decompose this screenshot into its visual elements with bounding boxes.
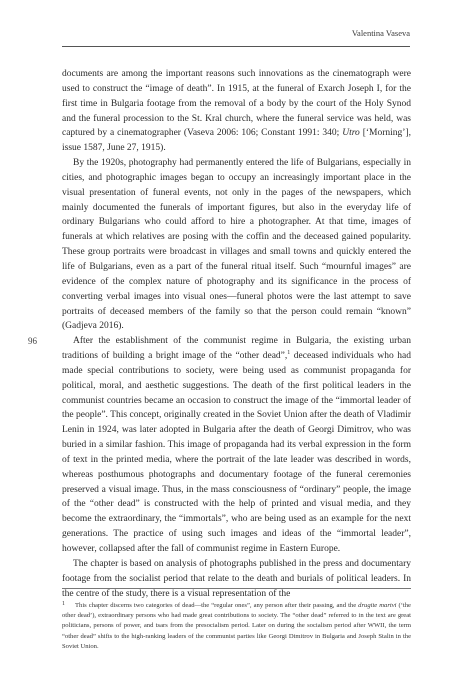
footnote-italic: drugite martvi [358,602,397,609]
paragraph-4: The chapter is based on analysis of photographs published in the press and documentary footage from the socialist period that relate to the death and burials of political leaders. In the centre of the study, there is a visual representation of the [62,558,411,599]
footnote: 1 This chapter discerns two categories of dead—the “regular ones”, any person after their passing, and the drugite martvi (‘the other dead’), extraordinary persons who had made great contributions to society. The “other dead” referred to in the text are great politicians, persons of power, and tsars from the presocialism period. Later on during the socialism period after WWII, the term “other dead” shifts to the high-ranking leaders of the communist parties like Georgi Dimitrov in Bulgaria and Joseph Stalin in the Soviet Union. [62,601,411,650]
footnote-rule [62,588,411,589]
paragraph-2: By the 1920s, photography had permanently entered the life of Bulgarians, especially in cities, and photographic images began to occupy an increasingly important place in the visual presentation of funeral events, not only in the pages of the newspapers, which mainly documented the funerals of important figures, but also in the everyday life of ordinary Bulgarians who could afford to hire a photographer. At that time, images of funerals at which relatives are posing with the coffin and the deceased gained popularity. These group portraits were broadcast in villages and small towns and quickly entered the life of Bulgarians, even as a part of the funeral ritual itself. Such “mournful images” are evidence of the complex nature of photography and its significance in the process of converting verbal images into visual ones—funeral photos were the last attempt to save portraits of deceased members of the family so that the person could remain “known” (Gadjeva 2016). [62,158,411,332]
footnote-reference[interactable]: 1 [287,350,291,357]
page-number: 96 [28,336,37,346]
running-header-author: Valentina Vaseva [351,28,410,38]
paragraph-1: documents are among the important reasons such innovations as the cinematograph were used to construct the “image of death”. In 1915, at the funeral of Exarch Joseph I, for the first time in Bulgaria footage from the removal of a body by the court of the Holy Synod and the funeral procession to the St. Kral church, where the funeral service was held, was captured by a cinematographer (Vaseva 2006: 106; Constant 1991: 340; Utro [‘Morning’], issue 1587, June 27, 1915). [62,69,411,154]
header-rule [62,46,410,47]
paragraph-3: After the establishment of the communist regime in Bulgaria, the existing urban traditions of building a bright image of the “other dead”,$^1$ deceased individuals who had made special contributions to society, were being used as communist propaganda for political, moral, and aesthetic suggestions. The death of the first political leaders in the communist countries became an occasion to construct the image of the “immortal leader of the people”. This concept, originally created in the Soviet Union after the death of Vladimir Lenin in 1924, was later adopted in Bulgaria after the death of Georgi Dimitrov, who was buried in a similar fashion. This image of propaganda had its verbal expression in the form of text in the printed media, where the portrait of the late leader was described in words, whereas posthumous photographs and documentary footage of the funeral ceremonies preserved a visual image. Thus, in the mass consciousness of “ordinary” people, the image of the “other dead” is constructed with the help of printed and visual media, and they become the extraordinary, the “immortals”, who are being used as an example for the next generations. The practice of using such images and ideas of the “immortal leader”, however, collapsed after the fall of communist regime in Eastern Europe. [62,336,411,554]
body-text [62,67,411,601]
italic-title: Utro [342,128,360,139]
